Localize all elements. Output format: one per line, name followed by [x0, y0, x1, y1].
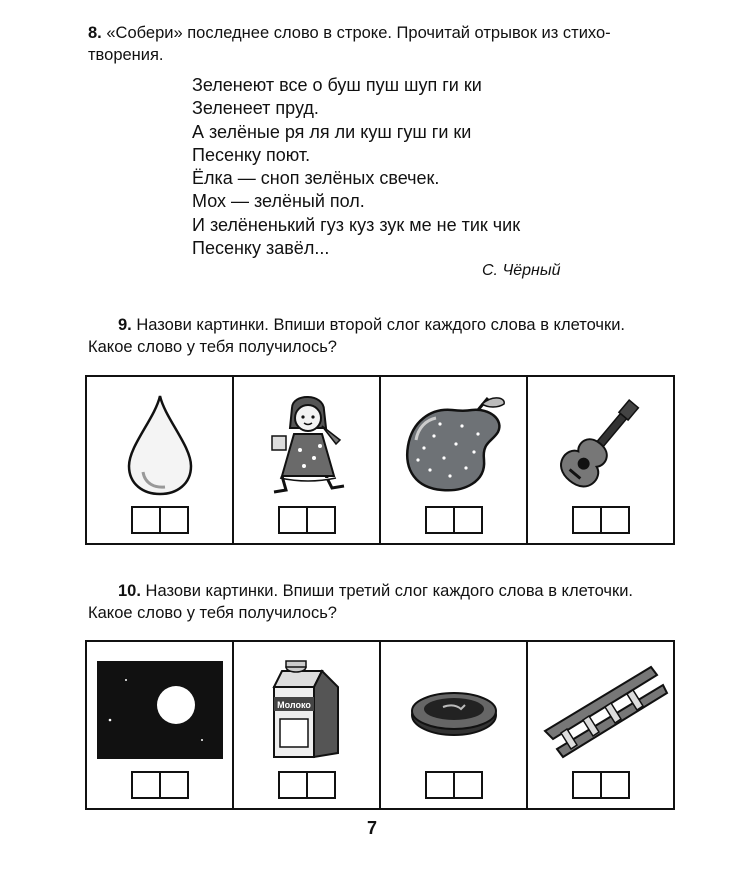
- task-10-number: 10.: [118, 582, 141, 600]
- answer-boxes[interactable]: [278, 771, 336, 799]
- task-9-line-1: Назови картинки. Впиши второй слог каждого слова в клеточки.: [136, 316, 626, 334]
- poem-line: Песенку завёл...: [192, 238, 330, 259]
- answer-boxes[interactable]: [425, 506, 483, 534]
- poem-line: Зеленеет пруд.: [192, 98, 319, 119]
- task-10-cell: [528, 642, 673, 808]
- task-8-instruction: [88, 22, 688, 66]
- task-10-cell: [234, 642, 381, 808]
- answer-boxes[interactable]: [131, 771, 189, 799]
- girl-picture: [252, 388, 362, 498]
- task-9-number: 9.: [118, 316, 132, 334]
- task-8-line-2: творения.: [88, 46, 164, 64]
- task-10-line-1: Назови картинки. Впиши третий слог каждого слова в клеточки.: [145, 582, 634, 600]
- task-9-cell: [87, 377, 234, 543]
- task-8-line-1: «Собери» последнее слово в строке. Прочитай отрывок из стихо-: [106, 24, 611, 42]
- poem-line: Ёлка — сноп зелёных свечек.: [192, 168, 440, 189]
- answer-boxes[interactable]: [278, 506, 336, 534]
- answer-boxes[interactable]: [572, 506, 630, 534]
- poem-line: Зеленеют все о буш пуш шуп ги ки: [192, 75, 482, 95]
- answer-boxes[interactable]: [425, 771, 483, 799]
- task-9-cell: [381, 377, 528, 543]
- poem: [192, 74, 520, 260]
- guitar-picture: [541, 388, 661, 498]
- poem-line: И зелёненький гуз куз зук ме не тик чик: [192, 214, 521, 235]
- task-9-line-2: Какое слово у тебя получилось?: [88, 338, 337, 356]
- task-10-cell: [87, 642, 234, 808]
- task-9-cell: [234, 377, 381, 543]
- answer-boxes[interactable]: [572, 771, 630, 799]
- task-8-number: 8.: [88, 24, 102, 42]
- poem-line: Мох — зелёный пол.: [192, 191, 365, 212]
- page-number: 7: [366, 818, 377, 838]
- answer-boxes[interactable]: [131, 506, 189, 534]
- button-picture: [399, 653, 509, 763]
- task-9-grid: [85, 375, 675, 545]
- poem-author: С. Чёрный: [482, 262, 561, 279]
- task-10-line-2: Какое слово у тебя получилось?: [88, 604, 337, 622]
- ladder-picture: [531, 653, 671, 763]
- poem-line: Песенку поют.: [192, 144, 311, 165]
- moon-picture: [96, 660, 224, 760]
- drop-picture: [115, 388, 205, 498]
- task-9-cell: [528, 377, 673, 543]
- task-9-instruction: [88, 314, 688, 358]
- milk-carton-picture: [252, 653, 362, 763]
- milk-carton-label: Молоко: [276, 699, 311, 710]
- task-10-instruction: [88, 580, 688, 624]
- task-10-grid: [85, 640, 675, 810]
- poem-line: А зелёные ря ля ли куш гуш ги ки: [192, 121, 472, 142]
- pear-picture: [394, 388, 514, 498]
- task-10-cell: [381, 642, 528, 808]
